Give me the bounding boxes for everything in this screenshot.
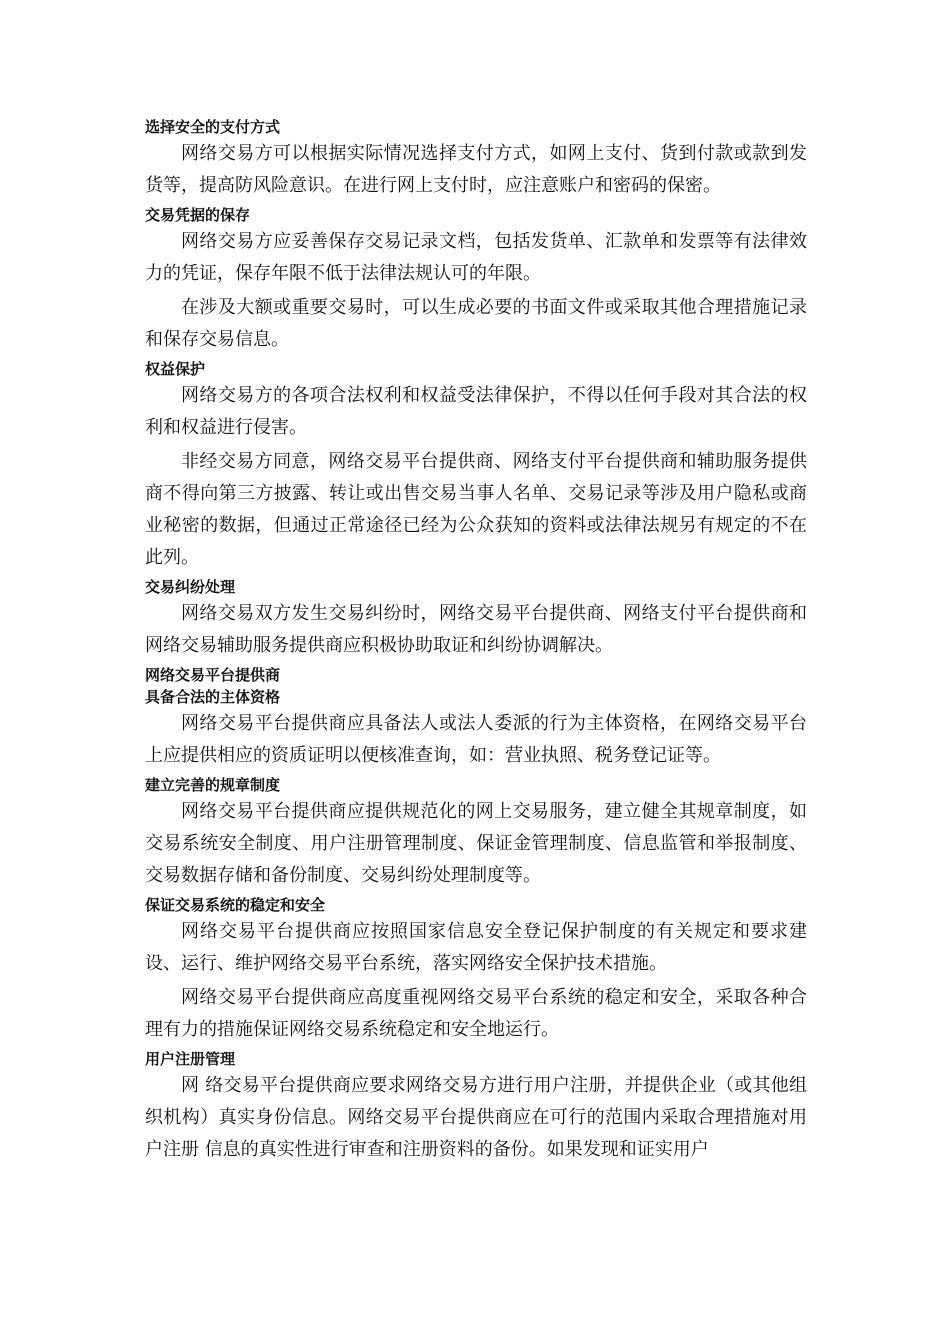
paragraph-rights-2: 非经交易方同意，网络交易平台提供商、网络支付平台提供商和辅助服务提供商不得向第三方披露、转让或出售交易当事人名单、交易记录等涉及用户隐私或商业秘密的数据，但通过正常途径已经为公众获知的资料或法律法规另有规定的不在此列。 xyxy=(145,451,807,568)
paragraph-system-security-2: 网络交易平台提供商应高度重视网络交易平台系统的稳定和安全，采取各种合理有力的措施保证网络交易系统稳定和安全地运行。 xyxy=(145,987,807,1040)
section-heading-regulations: 建立完善的规章制度 xyxy=(145,776,281,794)
section-heading-qualification: 具备合法的主体资格 xyxy=(145,688,281,706)
paragraph-records-1: 网络交易方应妥善保存交易记录文档，包括发货单、汇款单和发票等有法律效力的凭证，保存年限不低于法律法规认可的年限。 xyxy=(145,231,807,284)
section-heading-records: 交易凭据的保存 xyxy=(145,206,251,224)
paragraph-disputes: 网络交易双方发生交易纠纷时，网络交易平台提供商、网络支付平台提供商和网络交易辅助服务提供商应积极协助取证和纠纷协调解决。 xyxy=(145,603,807,656)
chapter-heading-platform-provider: 网络交易平台提供商 xyxy=(145,666,281,684)
section-heading-payment: 选择安全的支付方式 xyxy=(145,118,281,136)
document-page xyxy=(145,116,807,1166)
paragraph-rights-1: 网络交易方的各项合法权利和权益受法律保护，不得以任何手段对其合法的权利和权益进行侵害。 xyxy=(145,385,807,438)
section-heading-rights: 权益保护 xyxy=(145,360,206,378)
paragraph-regulations: 网络交易平台提供商应提供规范化的网上交易服务，建立健全其规章制度，如交易系统安全制度、用户注册管理制度、保证金管理制度、信息监管和举报制度、交易数据存储和备份制度、交易纠纷处理制度等。 xyxy=(145,801,807,886)
section-heading-disputes: 交易纠纷处理 xyxy=(145,578,236,596)
paragraph-system-security-1: 网络交易平台提供商应按照国家信息安全登记保护制度的有关规定和要求建设、运行、维护网络交易平台系统，落实网络安全保护技术措施。 xyxy=(145,921,807,974)
paragraph-qualification: 网络交易平台提供商应具备法人或法人委派的行为主体资格，在网络交易平台上应提供相应的资质证明以便核准查询，如：营业执照、税务登记证等。 xyxy=(145,713,807,766)
section-heading-registration: 用户注册管理 xyxy=(145,1050,236,1068)
paragraph-registration: 网 络交易平台提供商应要求网络交易方进行用户注册，并提供企业（或其他组织机构）真实身份信息。网络交易平台提供商应在可行的范围内采取合理措施对用户注册 信息的真实性进行审查和注册资料的备份。如果发现和证实用户 xyxy=(145,1075,807,1160)
paragraph-payment: 网络交易方可以根据实际情况选择支付方式，如网上支付、货到付款或款到发货等，提高防风险意识。在进行网上支付时，应注意账户和密码的保密。 xyxy=(145,143,807,196)
section-heading-system-security: 保证交易系统的稳定和安全 xyxy=(145,896,326,914)
paragraph-records-2: 在涉及大额或重要交易时，可以生成必要的书面文件或采取其他合理措施记录和保存交易信息。 xyxy=(145,297,807,350)
